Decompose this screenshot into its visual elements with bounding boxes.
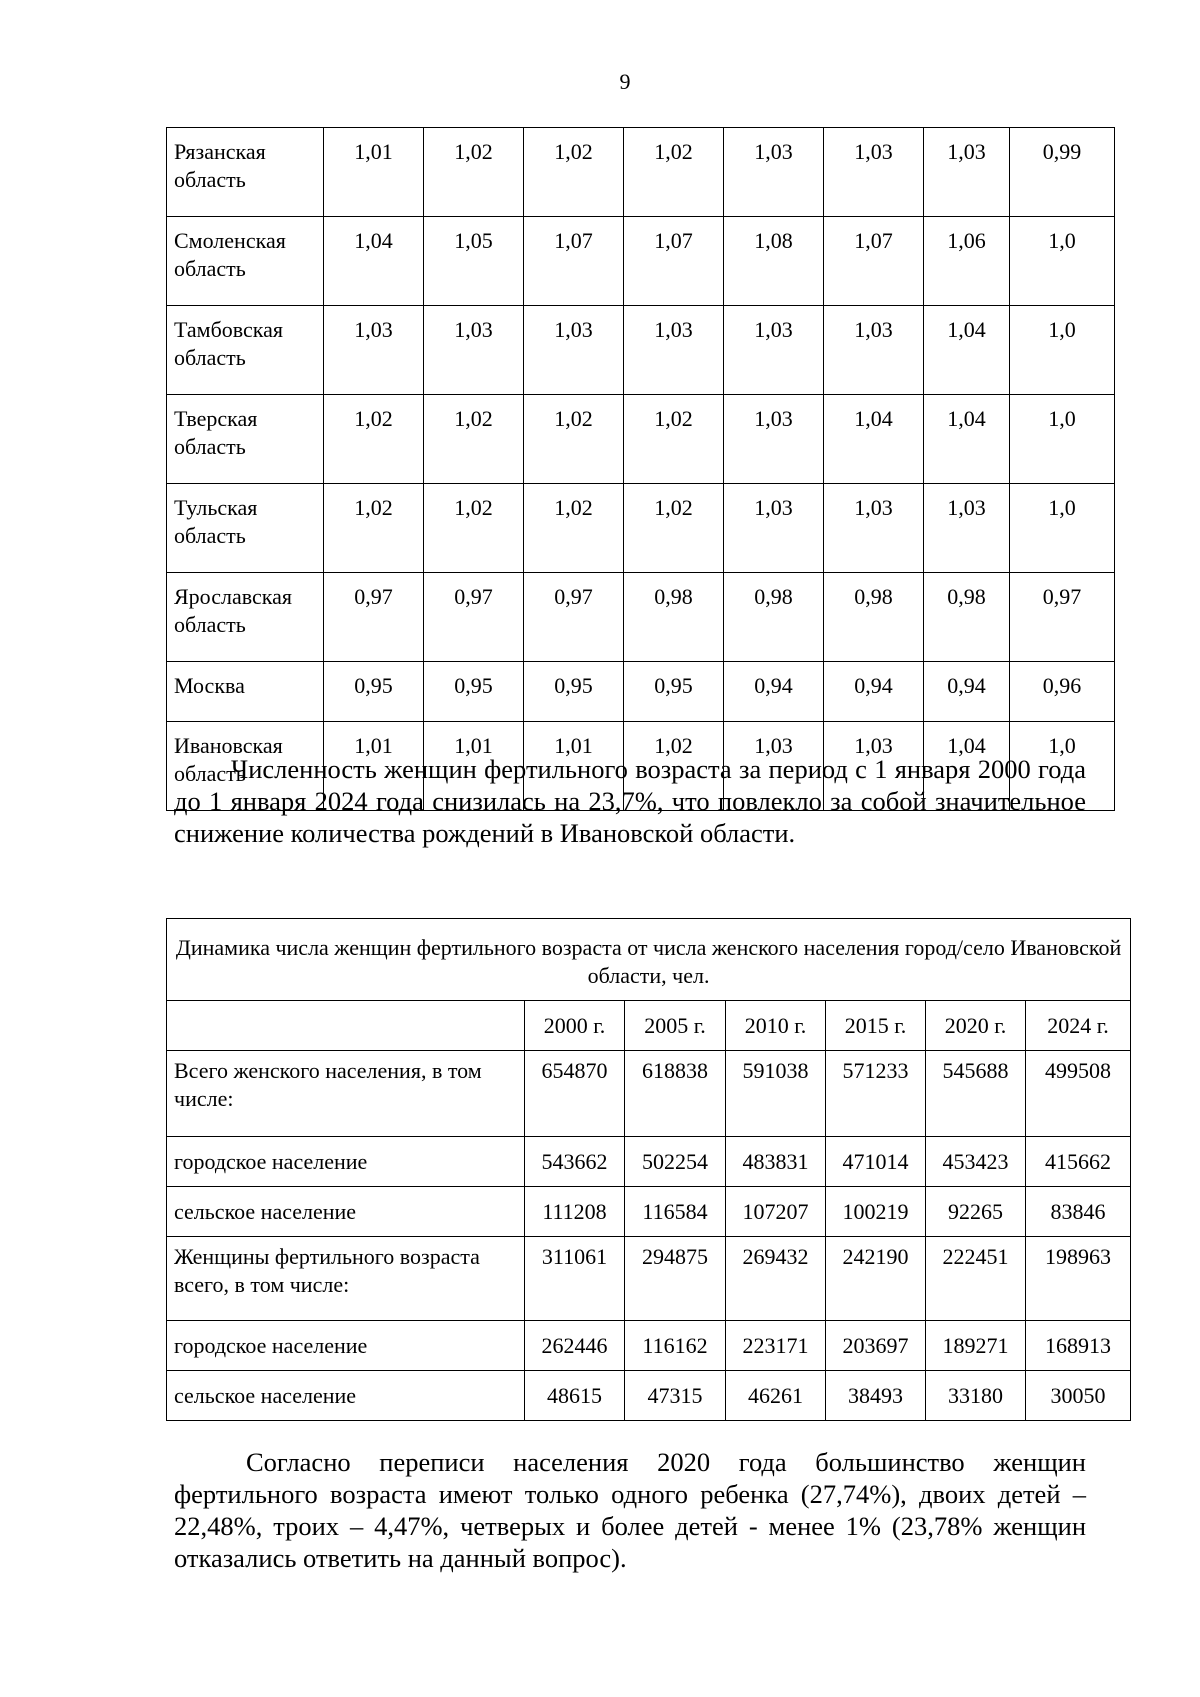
region-name-line: Тверская xyxy=(174,406,258,431)
value-cell: 1,07 xyxy=(824,217,924,306)
value-cell: 111208 xyxy=(525,1187,625,1237)
region-name-line: область xyxy=(174,345,246,370)
value-cell: 1,03 xyxy=(724,306,824,395)
row-label-cell: городское население xyxy=(167,1321,525,1371)
region-name-cell xyxy=(167,573,324,662)
value-cell: 1,04 xyxy=(824,395,924,484)
region-name-cell xyxy=(167,217,324,306)
value-cell: 571233 xyxy=(826,1051,926,1137)
value-cell: 0,94 xyxy=(724,662,824,722)
region-name-cell xyxy=(167,128,324,217)
value-cell: 618838 xyxy=(625,1051,726,1137)
value-cell: 30050 xyxy=(1026,1371,1131,1421)
value-cell: 453423 xyxy=(926,1137,1026,1187)
value-cell: 502254 xyxy=(625,1137,726,1187)
table-row xyxy=(167,1187,1131,1237)
value-cell: 1,01 xyxy=(424,722,524,811)
region-name-line: Тамбовская xyxy=(174,317,284,342)
value-cell: 1,01 xyxy=(524,722,624,811)
value-cell: 0,97 xyxy=(424,573,524,662)
year-header-cell: 2010 г. xyxy=(726,1001,826,1051)
value-cell: 0,97 xyxy=(1010,573,1115,662)
value-cell: 1,03 xyxy=(924,484,1010,573)
value-cell: 203697 xyxy=(826,1321,926,1371)
value-cell: 100219 xyxy=(826,1187,926,1237)
region-name-cell xyxy=(167,484,324,573)
value-cell: 0,98 xyxy=(824,573,924,662)
value-cell: 116162 xyxy=(625,1321,726,1371)
row-label-cell: сельское население xyxy=(167,1371,525,1421)
region-name-line: Тульская xyxy=(174,495,258,520)
region-name-line: область xyxy=(174,761,246,786)
table-row xyxy=(167,573,1115,662)
row-label-cell: сельское население xyxy=(167,1187,525,1237)
value-cell: 0,94 xyxy=(824,662,924,722)
value-cell: 1,02 xyxy=(324,395,424,484)
year-header-cell: 2000 г. xyxy=(525,1001,625,1051)
value-cell: 1,02 xyxy=(524,128,624,217)
value-cell: 1,03 xyxy=(724,722,824,811)
row-label-cell: Всего женского населения, в том числе: xyxy=(167,1051,525,1137)
value-cell: 543662 xyxy=(525,1137,625,1187)
region-name-cell xyxy=(167,395,324,484)
value-cell: 1,07 xyxy=(624,217,724,306)
table-row xyxy=(167,128,1115,217)
value-cell: 1,04 xyxy=(924,722,1010,811)
value-cell: 0,95 xyxy=(424,662,524,722)
value-cell: 1,01 xyxy=(324,128,424,217)
table-title: Динамика числа женщин фертильного возраста от числа женского населения город/село Ивановской области, чел. xyxy=(167,919,1131,1001)
value-cell: 415662 xyxy=(1026,1137,1131,1187)
value-cell: 0,97 xyxy=(324,573,424,662)
value-cell: 1,03 xyxy=(924,128,1010,217)
value-cell: 0,99 xyxy=(1010,128,1115,217)
value-cell: 1,04 xyxy=(324,217,424,306)
value-cell: 1,02 xyxy=(624,484,724,573)
value-cell: 1,0 xyxy=(1010,306,1115,395)
year-header-cell: 2005 г. xyxy=(625,1001,726,1051)
value-cell: 311061 xyxy=(525,1237,625,1321)
region-name-line: Ивановская xyxy=(174,733,283,758)
table-row xyxy=(167,1237,1131,1321)
value-cell: 46261 xyxy=(726,1371,826,1421)
value-cell: 242190 xyxy=(826,1237,926,1321)
value-cell: 294875 xyxy=(625,1237,726,1321)
table-row xyxy=(167,395,1115,484)
table-row xyxy=(167,484,1115,573)
value-cell: 1,04 xyxy=(924,395,1010,484)
table-row xyxy=(167,217,1115,306)
row-label-cell: Женщины фертильного возраста всего, в том числе: xyxy=(167,1237,525,1321)
value-cell: 189271 xyxy=(926,1321,1026,1371)
table-row xyxy=(167,306,1115,395)
value-cell: 1,02 xyxy=(424,484,524,573)
value-cell: 83846 xyxy=(1026,1187,1131,1237)
value-cell: 1,03 xyxy=(324,306,424,395)
value-cell: 222451 xyxy=(926,1237,1026,1321)
value-cell: 48615 xyxy=(525,1371,625,1421)
table-row xyxy=(167,1051,1131,1137)
value-cell: 499508 xyxy=(1026,1051,1131,1137)
value-cell: 33180 xyxy=(926,1371,1026,1421)
value-cell: 1,08 xyxy=(724,217,824,306)
value-cell: 591038 xyxy=(726,1051,826,1137)
value-cell: 0,98 xyxy=(624,573,724,662)
value-cell: 168913 xyxy=(1026,1321,1131,1371)
value-cell: 47315 xyxy=(625,1371,726,1421)
value-cell: 0,95 xyxy=(324,662,424,722)
value-cell: 116584 xyxy=(625,1187,726,1237)
value-cell: 1,02 xyxy=(424,395,524,484)
value-cell: 1,06 xyxy=(924,217,1010,306)
value-cell: 1,03 xyxy=(724,395,824,484)
value-cell: 545688 xyxy=(926,1051,1026,1137)
value-cell: 1,03 xyxy=(724,128,824,217)
region-name-line: Смоленская xyxy=(174,228,286,253)
value-cell: 1,03 xyxy=(624,306,724,395)
value-cell: 1,02 xyxy=(624,395,724,484)
value-cell: 1,03 xyxy=(724,484,824,573)
value-cell: 1,02 xyxy=(424,128,524,217)
year-header-cell: 2024 г. xyxy=(1026,1001,1131,1051)
table-row xyxy=(167,662,1115,722)
page-number: 9 xyxy=(619,69,631,94)
value-cell: 1,03 xyxy=(424,306,524,395)
year-header-cell: 2020 г. xyxy=(926,1001,1026,1051)
value-cell: 0,95 xyxy=(524,662,624,722)
value-cell: 1,05 xyxy=(424,217,524,306)
value-cell: 1,02 xyxy=(524,395,624,484)
header-blank-cell xyxy=(167,1001,525,1051)
value-cell: 38493 xyxy=(826,1371,926,1421)
value-cell: 471014 xyxy=(826,1137,926,1187)
region-name-line: область xyxy=(174,167,246,192)
value-cell: 1,02 xyxy=(324,484,424,573)
value-cell: 1,01 xyxy=(324,722,424,811)
value-cell: 262446 xyxy=(525,1321,625,1371)
region-name-line: область xyxy=(174,434,246,459)
table-row xyxy=(167,1137,1131,1187)
table-row xyxy=(167,1371,1131,1421)
region-name-line: область xyxy=(174,612,246,637)
value-cell: 483831 xyxy=(726,1137,826,1187)
value-cell: 223171 xyxy=(726,1321,826,1371)
value-cell: 1,03 xyxy=(824,484,924,573)
value-cell: 1,03 xyxy=(524,306,624,395)
value-cell: 0,94 xyxy=(924,662,1010,722)
value-cell: 1,03 xyxy=(824,128,924,217)
region-name-line: Ярославская xyxy=(174,584,292,609)
region-name-line: область xyxy=(174,256,246,281)
region-name-line: область xyxy=(174,523,246,548)
value-cell: 107207 xyxy=(726,1187,826,1237)
year-header-cell: 2015 г. xyxy=(826,1001,926,1051)
value-cell: 269432 xyxy=(726,1237,826,1321)
row-label-cell: городское население xyxy=(167,1137,525,1187)
value-cell: 654870 xyxy=(525,1051,625,1137)
coefficients-table xyxy=(166,127,1115,811)
value-cell: 0,96 xyxy=(1010,662,1115,722)
value-cell: 1,02 xyxy=(624,128,724,217)
value-cell: 0,98 xyxy=(924,573,1010,662)
paragraph-census-2020: Согласно переписи населения 2020 года большинство женщин фертильного возраста имеют только одного ребенка (27,74%), двоих детей – 22,48%, троих – 4,47%, четверых и более детей - менее 1% (23,78% женщин отказались ответить на данный вопрос). xyxy=(174,1447,1086,1573)
value-cell: 92265 xyxy=(926,1187,1026,1237)
value-cell: 0,97 xyxy=(524,573,624,662)
paragraph-fertile-women-decline: Численность женщин фертильного возраста за период с 1 января 2000 года до 1 января 2024 года снизилась на 23,7%, что повлекло за собой значительное снижение количества рождений в Ивановской области. xyxy=(174,754,1086,848)
fertile-women-dynamics-table xyxy=(166,918,1131,1421)
value-cell: 1,02 xyxy=(524,484,624,573)
value-cell: 1,0 xyxy=(1010,395,1115,484)
value-cell: 1,03 xyxy=(824,306,924,395)
region-name-line: Рязанская xyxy=(174,139,266,164)
value-cell: 1,0 xyxy=(1010,722,1115,811)
value-cell: 1,03 xyxy=(824,722,924,811)
value-cell: 1,07 xyxy=(524,217,624,306)
value-cell: 1,0 xyxy=(1010,217,1115,306)
table-header-row xyxy=(167,1001,1131,1051)
value-cell: 1,04 xyxy=(924,306,1010,395)
value-cell: 0,98 xyxy=(724,573,824,662)
value-cell: 1,02 xyxy=(624,722,724,811)
region-name-cell xyxy=(167,662,324,722)
value-cell: 0,95 xyxy=(624,662,724,722)
value-cell: 1,0 xyxy=(1010,484,1115,573)
value-cell: 198963 xyxy=(1026,1237,1131,1321)
region-name-cell xyxy=(167,306,324,395)
region-name-line: Москва xyxy=(174,673,245,698)
table-row xyxy=(167,1321,1131,1371)
